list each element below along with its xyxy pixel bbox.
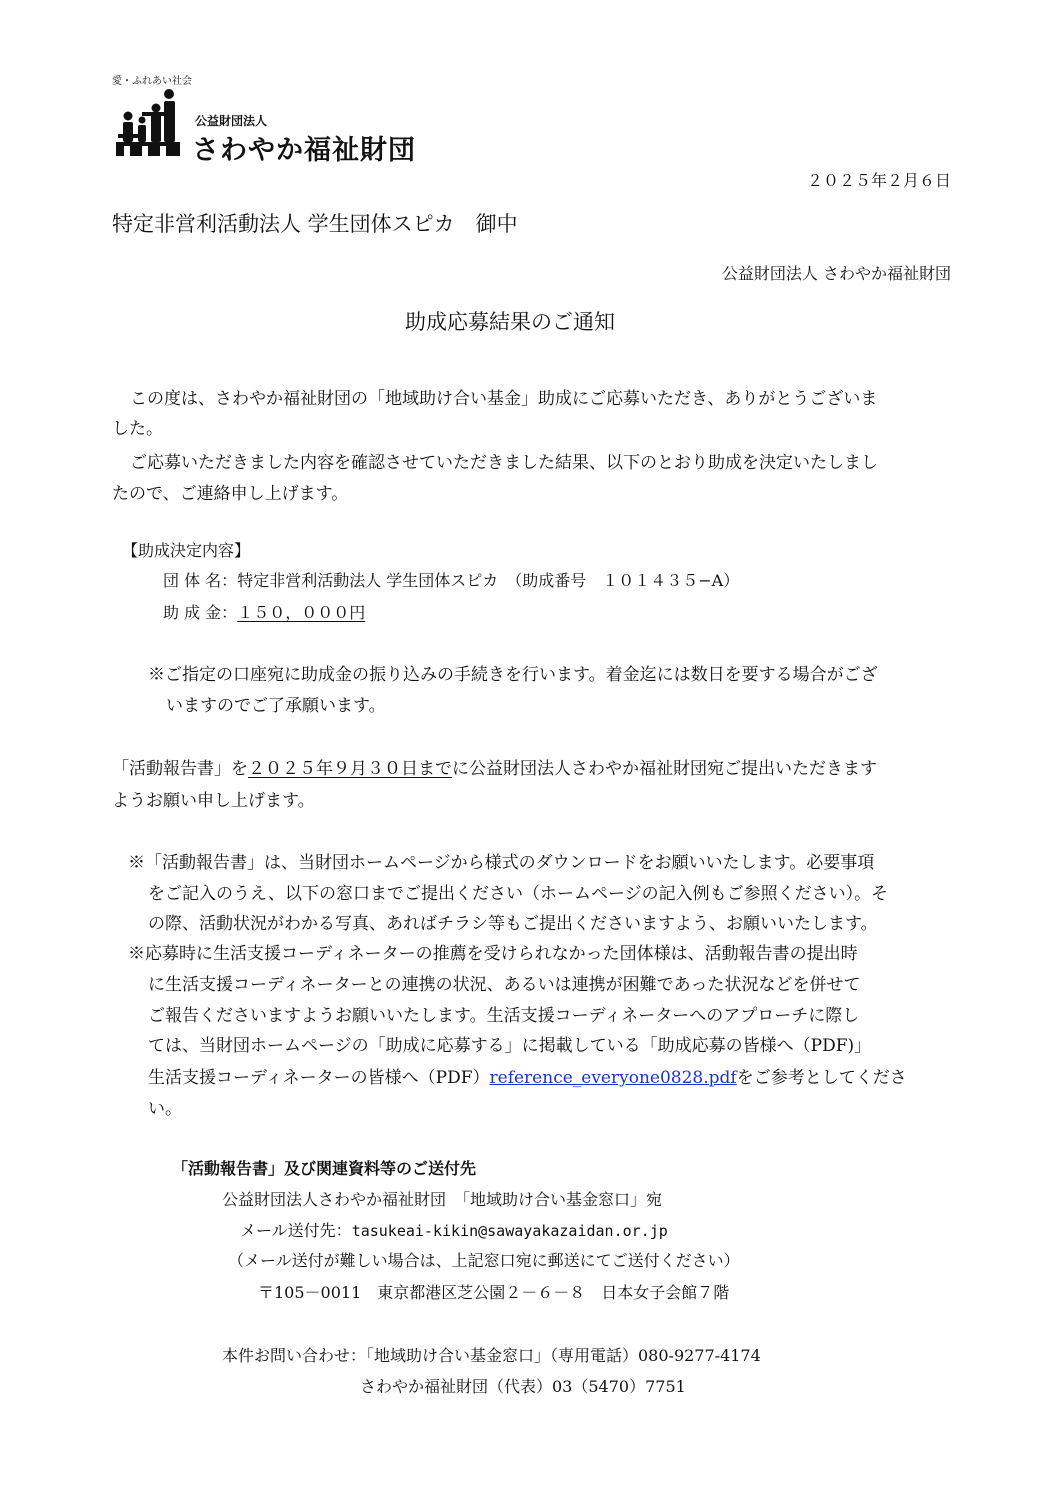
- sender: 公益財団法人 さわやか福祉財団: [721, 264, 951, 283]
- decision-amount-row: [163, 600, 365, 623]
- transfer-note-line1: ※ご指定の口座宛に助成金の振り込みの手続きを行います。着金迄には数日を要する場合がござ: [148, 665, 878, 685]
- report-deadline: ２０２５年９月３０日まで: [248, 759, 452, 779]
- logo-name: さわやか福祉財団: [192, 135, 416, 166]
- decision-amount-value: １５０，０００円: [237, 603, 366, 622]
- recipient: 特定非営利活動法人 学生団体スピカ 御中: [112, 212, 518, 236]
- note2-line5-post: をご参考としてくださ: [736, 1068, 907, 1088]
- report-line1: [112, 754, 877, 779]
- decision-org-label: 団 体 名：: [163, 571, 238, 590]
- report-line1-pre: 「活動報告書」を: [112, 759, 248, 779]
- inquiry-line1: 本件お問い合わせ：「地域助け合い基金窓口」（専用電話）080-9277-4174: [222, 1346, 761, 1365]
- reference-pdf-link[interactable]: reference_everyone0828.pdf: [489, 1068, 737, 1088]
- decision-amount-label: 助 成 金：: [163, 603, 238, 622]
- page-title: 助成応募結果のご通知: [405, 310, 615, 334]
- contact-email-label: メール送付先：: [240, 1221, 352, 1240]
- inquiry-line2: さわやか福祉財団（代表）03（5470）7751: [360, 1377, 686, 1396]
- decision-heading: 【助成決定内容】: [122, 541, 251, 560]
- report-line2: ようお願い申し上げます。: [112, 791, 315, 811]
- report-line1-post: に公益財団法人さわやか福祉財団宛ご提出いただきます: [452, 759, 877, 779]
- contact-email-row: [240, 1218, 668, 1241]
- transfer-note-line2: いますのでご了承願います。: [166, 696, 386, 716]
- note2-line4: ては、当財団ホームページの「助成に応募する」に掲載している「助成応募の皆様へ（PDF)」: [148, 1036, 872, 1056]
- logo-tagline: 愛・ふれあい社会: [112, 76, 192, 87]
- document-date: ２０２５年２月６日: [806, 171, 951, 190]
- note1-line2: をご記入のうえ、以下の窓口までご提出ください（ホームページの記入例もご参照ください）。そ: [148, 884, 889, 904]
- note1-line3: の際、活動状況がわかる写真、あればチラシ等もご提出くださいますよう、お願いいたします。: [148, 914, 878, 934]
- intro-p1-line1: この度は、さわやか福祉財団の「地域助け合い基金」助成にご応募いただき、ありがとうございま: [130, 389, 878, 409]
- decision-org-row: [163, 568, 739, 591]
- note2-line3: ご報告くださいますようお願いいたします。生活支援コーディネーターへのアプローチに際し: [148, 1006, 860, 1026]
- contact-mail-note: （メール送付が難しい場合は、上記窓口宛に郵送にてご送付ください）: [228, 1251, 740, 1270]
- contact-heading: 「活動報告書」及び関連資料等のご送付先: [172, 1159, 477, 1178]
- intro-p2-line2: たので、ご連絡申し上げます。: [112, 484, 349, 504]
- contact-destination: 公益財団法人さわやか福祉財団 「地域助け合い基金窓口」宛: [222, 1190, 663, 1209]
- note2-line5-pre: 生活支援コーディネーターの皆様へ（PDF）: [148, 1068, 490, 1088]
- decision-org-value: 特定非営利活動法人 学生団体スピカ （助成番号 １０１４３５−A）: [237, 571, 740, 590]
- note2-line2: に生活支援コーディネーターとの連携の状況、あるいは連携が困難であった状況などを併せて: [148, 975, 861, 995]
- logo-org-type: 公益財団法人: [195, 114, 268, 128]
- contact-address: 〒105－0011 東京都港区芝公園２－６－８ 日本女子会館７階: [258, 1283, 730, 1302]
- intro-p2-line1: ご応募いただきました内容を確認させていただきました結果、以下のとおり助成を決定いたしまし: [130, 453, 878, 473]
- note2-line5: [148, 1063, 907, 1088]
- intro-p1-line2: した。: [112, 419, 163, 439]
- foundation-logo: [112, 72, 416, 167]
- note2-line6: い。: [148, 1099, 182, 1119]
- note2-line1: ※応募時に生活支援コーディネーターの推薦を受けられなかった団体様は、活動報告書の提出時: [128, 944, 858, 964]
- contact-email-link[interactable]: tasukeai-kikin@sawayakazaidan.or.jp: [351, 1222, 668, 1240]
- note1-line1: ※「活動報告書」は、当財団ホームページから様式のダウンロードをお願いいたします。必要事項: [128, 853, 875, 873]
